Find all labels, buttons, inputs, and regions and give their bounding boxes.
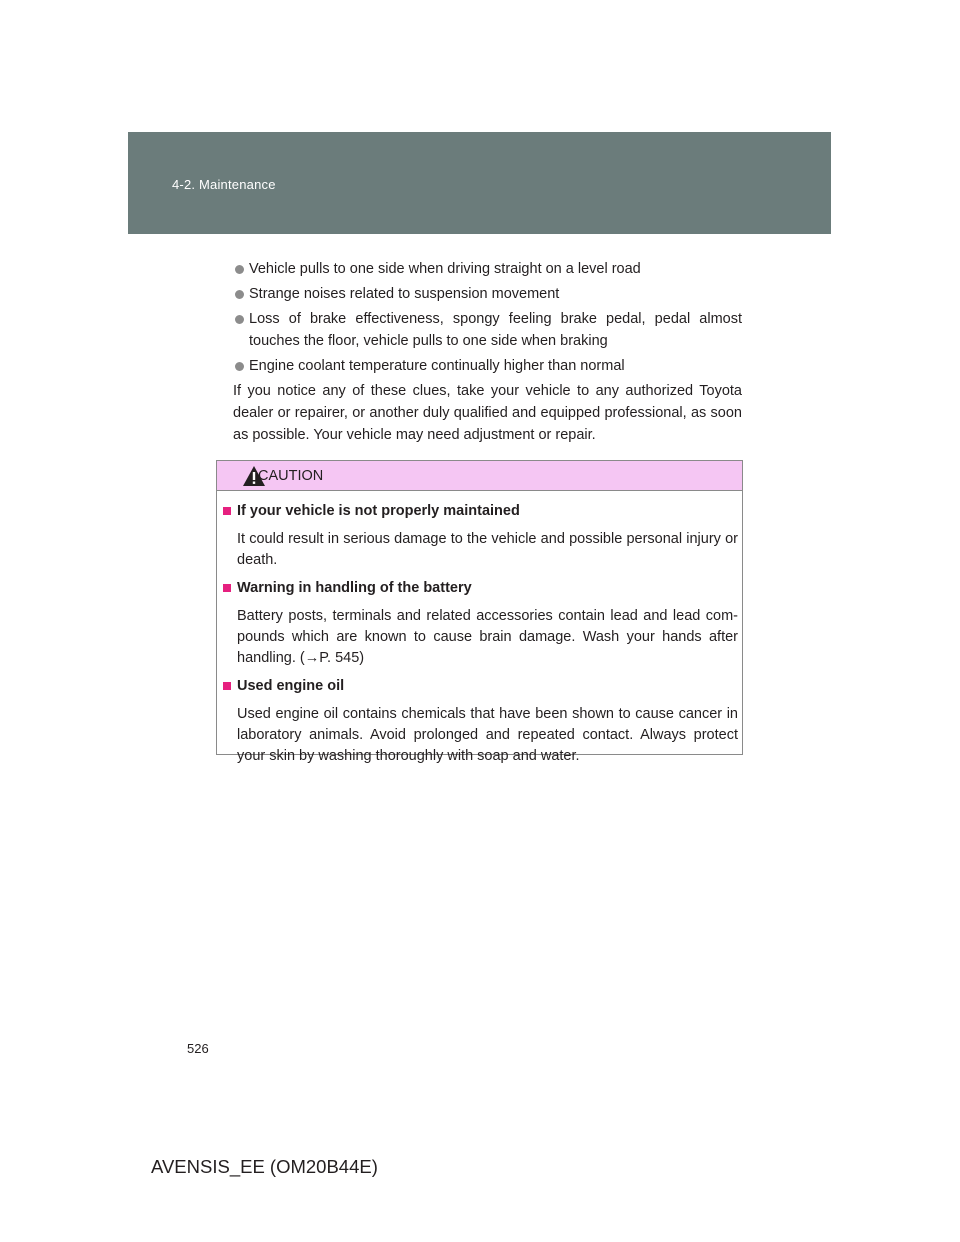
- bullet-dot-icon: [235, 315, 244, 324]
- list-item: [233, 258, 742, 280]
- list-item-text: Loss of brake effectiveness, spongy feeling brake pedal, pedal almost touches the floor, vehicle pulls to one side when braking: [249, 311, 742, 349]
- square-bullet-icon: [223, 507, 231, 515]
- main-content: [233, 258, 742, 461]
- list-item: [233, 308, 742, 352]
- list-item: [233, 283, 742, 305]
- footer-model-code: AVENSIS_EE (OM20B44E): [151, 1156, 378, 1177]
- caution-item-heading: [223, 501, 738, 522]
- bullet-dot-icon: [235, 265, 244, 274]
- caution-body: [223, 501, 738, 774]
- list-item-text: Engine coolant temperature continually higher than normal: [249, 358, 625, 374]
- caution-item-heading: [223, 676, 738, 697]
- page-number: 526: [187, 1041, 209, 1056]
- caution-item-heading-text: Warning in handling of the battery: [237, 580, 472, 596]
- section-title: 4-2. Maintenance: [172, 177, 276, 192]
- header-band: [128, 132, 831, 234]
- body-paragraph: If you notice any of these clues, take your vehicle to any authorized Toyota dealer or repairer, or another duly qualified and equipped professional, as soon as possible. Your vehicle may need adjustment or repair.: [233, 383, 742, 443]
- list-item-text: Strange noises related to suspension movement: [249, 286, 560, 302]
- caution-header: [217, 461, 742, 491]
- caution-box: [216, 460, 743, 764]
- caution-label: CAUTION: [258, 468, 324, 484]
- caution-item-heading-text: Used engine oil: [237, 678, 345, 694]
- square-bullet-icon: [223, 584, 231, 592]
- caution-item-text: Battery posts, terminals and related accessories contain lead and lead com-pounds which are known to cause brain damage. Wash your hands after handling. (→P. 545): [237, 608, 738, 666]
- caution-item-heading-text: If your vehicle is not properly maintained: [237, 503, 520, 519]
- list-item-text: Vehicle pulls to one side when driving straight on a level road: [249, 261, 641, 277]
- square-bullet-icon: [223, 682, 231, 690]
- bullet-dot-icon: [235, 290, 244, 299]
- list-item: [233, 355, 742, 377]
- caution-item-text: Used engine oil contains chemicals that have been shown to cause cancer in laboratory animals. Avoid prolonged and repeated contact. Always protect your skin by washing thoroughly with soap and water.: [237, 706, 738, 764]
- bullet-dot-icon: [235, 362, 244, 371]
- caution-item-text: It could result in serious damage to the vehicle and possible personal injury or death.: [237, 531, 738, 568]
- caution-item-heading: [223, 578, 738, 599]
